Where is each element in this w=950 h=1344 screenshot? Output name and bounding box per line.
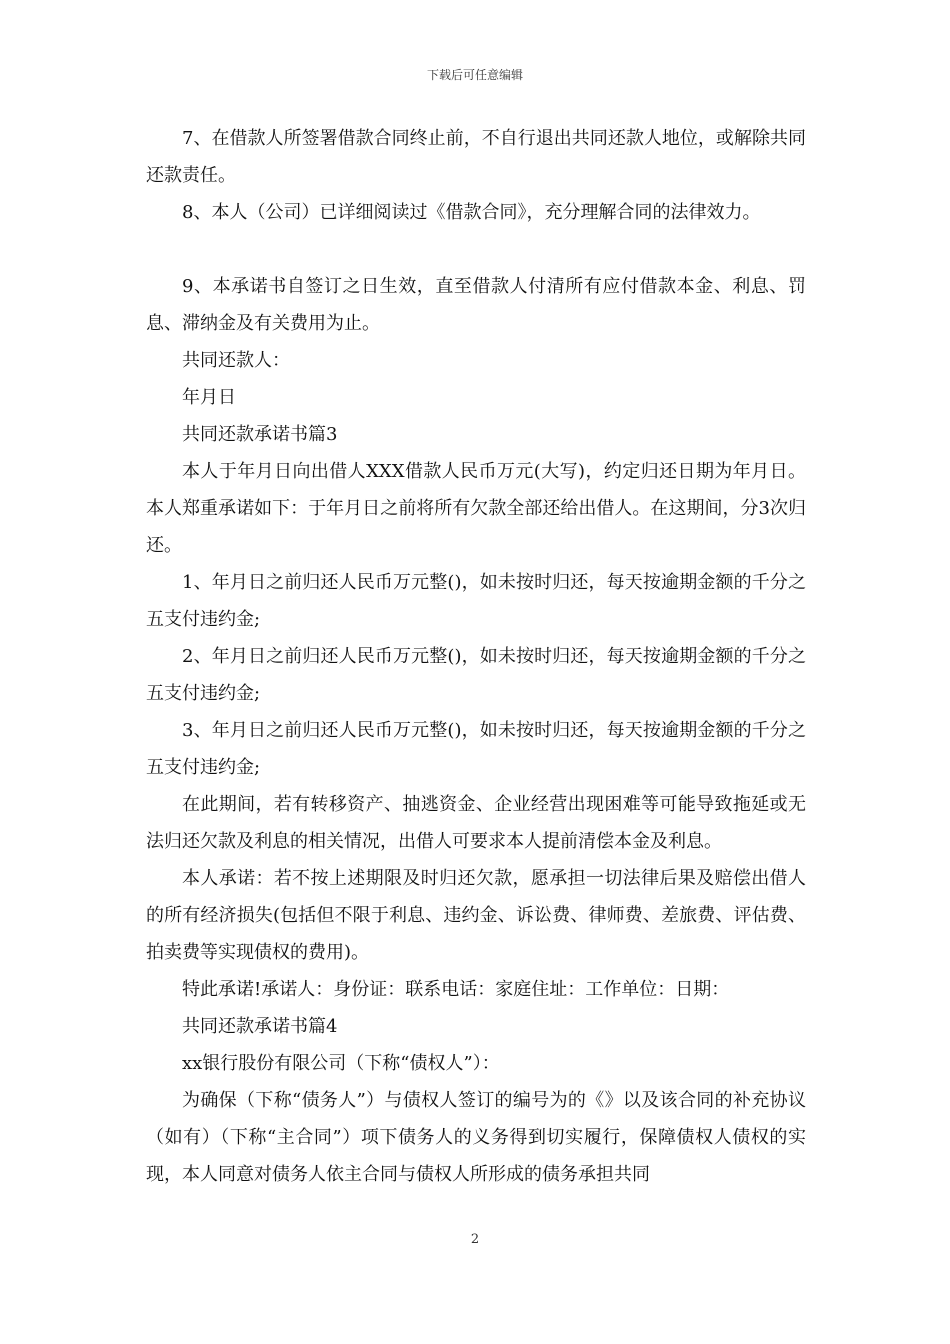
document-body: [146, 120, 806, 1193]
paragraph-8: 8、本人（公司）已详细阅读过《借款合同》，充分理解合同的法律效力。: [182, 202, 761, 223]
early-repayment-clause: 在此期间，若有转移资产、抽逃资金、企业经营出现困难等可能导致拖延或无法归还欠款及利息的相关情况，出借人可要求本人提前清偿本金及利息。: [146, 794, 806, 852]
page-header: 下载后可任意编辑: [426, 68, 523, 82]
installment-2: 2、年月日之前归还人民币万元整()，如未按时归还，每天按逾期金额的千分之五支付违约金;: [146, 646, 806, 704]
guarantee-paragraph: 为确保（下称“债务人”）与债权人签订的编号为的《》以及该合同的补充协议（如有）（下称“主合同”）项下债务人的义务得到切实履行，保障债权人债权的实现，本人同意对债务人依主合同与债权人所形成的债务承担共同: [146, 1090, 806, 1185]
loan-statement: 本人于年月日向出借人XXX借款人民币万元(大写)，约定归还日期为年月日。本人郑重承诺如下：于年月日之前将所有欠款全部还给出借人。在这期间，分3次归还。: [146, 461, 806, 556]
addressee: xx银行股份有限公司（下称“债权人”）：: [182, 1053, 500, 1074]
installment-1: 1、年月日之前归还人民币万元整()，如未按时归还，每天按逾期金额的千分之五支付违约金;: [146, 572, 806, 630]
installment-3: 3、年月日之前归还人民币万元整()，如未按时归还，每天按逾期金额的千分之五支付违约金;: [146, 720, 806, 778]
section-title-4: 共同还款承诺书篇4: [182, 1016, 338, 1037]
paragraph-9: 9、本承诺书自签订之日生效，直至借款人付清所有应付借款本金、利息、罚息、滞纳金及有关费用为止。: [146, 276, 806, 334]
liability-clause: 本人承诺：若不按上述期限及时归还欠款，愿承担一切法律后果及赔偿出借人的所有经济损失(包括但不限于利息、违约金、诉讼费、律师费、差旅费、评估费、拍卖费等实现债权的费用)。: [146, 868, 806, 963]
page-number: 2: [470, 1232, 480, 1247]
paragraph-7: 7、在借款人所签署借款合同终止前，不自行退出共同还款人地位，或解除共同还款责任。: [146, 128, 806, 186]
co-repayer-label: 共同还款人：: [182, 350, 290, 371]
section-title-3: 共同还款承诺书篇3: [182, 424, 338, 445]
signature-fields: 特此承诺!承诺人：身份证：联系电话：家庭住址：工作单位：日期：: [182, 979, 730, 1000]
blank-line: [146, 231, 806, 268]
date-line: 年月日: [182, 387, 236, 408]
